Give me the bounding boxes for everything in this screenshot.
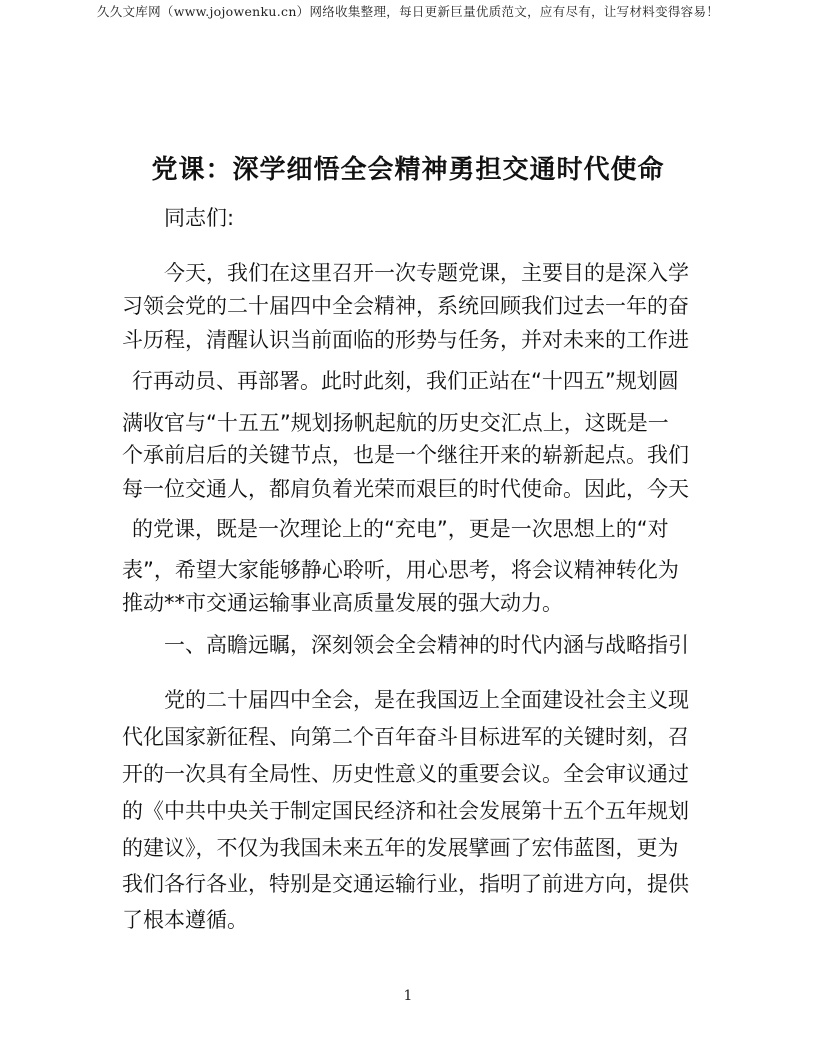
para1-line: 斗历程，清醒认识当前面临的形势与任务，并对未来的工作进 <box>122 328 689 352</box>
para2-line: 开的一次具有全局性、历史性意义的重要会议。全会审议通过 <box>122 762 689 786</box>
para2-line: 的《中共中央关于制定国民经济和社会发展第十五个五年规划 <box>122 799 689 823</box>
section-heading: 一、高瞻远瞩，深刻领会全会精神的时代内涵与战略指引 <box>164 633 689 657</box>
para1-line: 行再动员、再部署。此时此刻，我们正站在“十四五”规划圆 <box>132 369 679 393</box>
para1-line: 习领会党的二十届四中全会精神，系统回顾我们过去一年的奋 <box>122 294 689 318</box>
para1-line: 个承前启后的关键节点，也是一个继往开来的崭新起点。我们 <box>122 443 689 467</box>
page-title: 党课：深学细悟全会精神勇担交通时代使命 <box>151 155 665 185</box>
header-note: 久久文库网（www.jojowenku.cn）网络收集整理，每日更新巨量优质范文，应有尽有，让写材料变得容易！ <box>96 4 720 19</box>
greeting: 同志们: <box>164 206 235 230</box>
para2-line: 党的二十届四中全会，是在我国迈上全面建设社会主义现 <box>164 688 689 712</box>
page-number: 1 <box>403 988 413 1004</box>
para1-line: 表”，希望大家能够静心聆听，用心思考，将会议精神转化为 <box>122 558 679 582</box>
para1-line: 满收官与“十五五”规划扬帆起航的历史交汇点上，这既是一 <box>122 411 669 435</box>
para1-line: 今天，我们在这里召开一次专题党课，主要目的是深入学 <box>164 261 689 285</box>
para1-line: 每一位交通人，都肩负着光荣而艰巨的时代使命。因此，今天 <box>122 477 689 501</box>
para2-line: 的建议》，不仅为我国未来五年的发展擘画了宏伟蓝图，更为 <box>122 836 679 860</box>
para2-line: 代化国家新征程、向第二个百年奋斗目标进军的关键时刻，召 <box>122 725 689 749</box>
para1-line: 推动**市交通运输事业高质量发展的强大动力。 <box>122 591 563 615</box>
para2-line: 我们各行各业，特别是交通运输行业，指明了前进方向，提供 <box>122 872 689 896</box>
para2-line: 了根本遵循。 <box>122 908 248 932</box>
para1-line: 的党课，既是一次理论上的“充电”，更是一次思想上的“对 <box>132 517 669 541</box>
